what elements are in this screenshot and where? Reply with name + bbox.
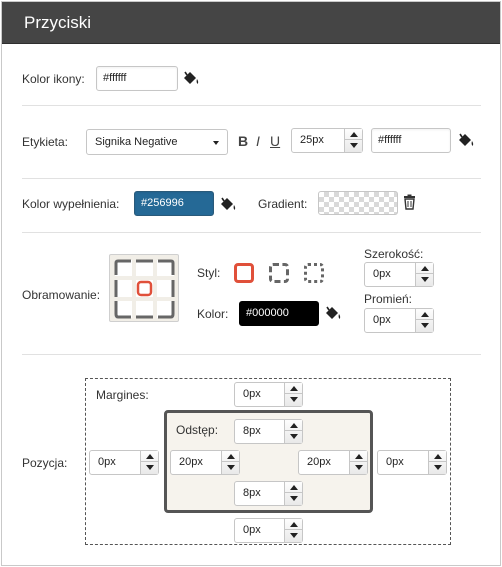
border-radius-value: 0px bbox=[373, 314, 391, 326]
spin-down-icon[interactable] bbox=[285, 493, 302, 504]
padding-left-spinner[interactable] bbox=[170, 450, 240, 475]
paint-bucket-icon[interactable] bbox=[218, 195, 238, 213]
margin-right-value: 0px bbox=[386, 456, 404, 468]
border-style-label: Styl: bbox=[197, 266, 221, 280]
margin-right-spinner[interactable] bbox=[377, 450, 447, 475]
italic-button[interactable]: I bbox=[256, 133, 260, 149]
bold-button[interactable]: B bbox=[238, 133, 249, 149]
border-color-input[interactable]: #000000 bbox=[239, 301, 319, 326]
font-select-value: Signika Negative bbox=[95, 136, 178, 148]
padding-label: Odstęp: bbox=[176, 423, 219, 437]
font-select[interactable] bbox=[86, 129, 228, 155]
spin-down-icon[interactable] bbox=[429, 462, 446, 473]
gradient-label: Gradient: bbox=[258, 197, 308, 211]
spin-down-icon[interactable] bbox=[285, 431, 302, 442]
spin-down-icon[interactable] bbox=[222, 462, 239, 473]
spin-up-icon[interactable] bbox=[222, 451, 239, 462]
dropdown-caret-icon bbox=[213, 141, 219, 145]
margin-bottom-spinner[interactable] bbox=[234, 518, 303, 543]
border-width-label: Szerokość: bbox=[364, 247, 424, 261]
spin-up-icon[interactable] bbox=[416, 263, 433, 274]
spin-down-icon[interactable] bbox=[416, 274, 433, 285]
paint-bucket-icon[interactable] bbox=[323, 304, 343, 322]
margin-top-spinner[interactable] bbox=[234, 382, 303, 407]
underline-button[interactable]: U bbox=[270, 133, 281, 149]
padding-left-value: 20px bbox=[179, 456, 203, 468]
padding-bottom-value: 8px bbox=[243, 487, 261, 499]
border-style-solid[interactable] bbox=[234, 263, 254, 283]
font-size-spinner[interactable] bbox=[291, 128, 363, 153]
spin-down-icon[interactable] bbox=[285, 394, 302, 405]
border-radius-label: Promień: bbox=[364, 292, 413, 306]
divider bbox=[22, 178, 481, 179]
padding-top-value: 8px bbox=[243, 425, 261, 437]
margin-left-spinner[interactable] bbox=[89, 450, 159, 475]
spin-up-icon[interactable] bbox=[350, 451, 367, 462]
spin-up-icon[interactable] bbox=[416, 309, 433, 320]
paint-bucket-icon[interactable] bbox=[456, 131, 476, 149]
margin-left-value: 0px bbox=[98, 456, 116, 468]
border-radius-spinner[interactable] bbox=[364, 308, 434, 333]
padding-right-spinner[interactable] bbox=[298, 450, 368, 475]
spin-up-icon[interactable] bbox=[285, 420, 302, 431]
icon-color-input[interactable]: #ffffff bbox=[96, 66, 178, 91]
label-label: Etykieta: bbox=[22, 135, 69, 149]
border-width-value: 0px bbox=[373, 268, 391, 280]
border-side-selector[interactable] bbox=[109, 254, 179, 322]
spin-down-icon[interactable] bbox=[416, 320, 433, 331]
border-style-dashed[interactable] bbox=[269, 263, 289, 283]
label-color-input[interactable]: #ffffff bbox=[371, 128, 451, 153]
spin-up-icon[interactable] bbox=[285, 519, 302, 530]
trash-icon[interactable] bbox=[403, 194, 416, 210]
spin-up-icon[interactable] bbox=[345, 129, 362, 140]
margin-label: Margines: bbox=[96, 388, 149, 402]
paint-bucket-icon[interactable] bbox=[181, 69, 201, 87]
panel-title: Przyciski bbox=[2, 2, 500, 44]
position-label: Pozycja: bbox=[22, 456, 68, 470]
spin-down-icon[interactable] bbox=[141, 462, 158, 473]
buttons-panel bbox=[1, 1, 501, 566]
spin-up-icon[interactable] bbox=[429, 451, 446, 462]
divider bbox=[22, 232, 481, 233]
fill-color-label: Kolor wypełnienia: bbox=[22, 197, 120, 211]
spin-down-icon[interactable] bbox=[345, 140, 362, 151]
padding-right-value: 20px bbox=[307, 456, 331, 468]
margin-top-value: 0px bbox=[243, 388, 261, 400]
margin-bottom-value: 0px bbox=[243, 524, 261, 536]
border-label: Obramowanie: bbox=[22, 288, 101, 302]
border-color-label: Kolor: bbox=[197, 307, 229, 321]
spin-up-icon[interactable] bbox=[285, 482, 302, 493]
spin-down-icon[interactable] bbox=[285, 530, 302, 541]
icon-color-label: Kolor ikony: bbox=[22, 72, 85, 86]
padding-bottom-spinner[interactable] bbox=[234, 481, 303, 506]
spin-up-icon[interactable] bbox=[285, 383, 302, 394]
spin-up-icon[interactable] bbox=[141, 451, 158, 462]
border-sides-grid[interactable] bbox=[110, 255, 180, 323]
border-style-dotted[interactable] bbox=[304, 263, 324, 283]
spin-down-icon[interactable] bbox=[350, 462, 367, 473]
fill-color-input[interactable]: #256996 bbox=[134, 191, 214, 216]
padding-top-spinner[interactable] bbox=[234, 419, 303, 444]
divider bbox=[22, 354, 481, 355]
border-width-spinner[interactable] bbox=[364, 262, 434, 287]
gradient-swatch[interactable] bbox=[318, 191, 398, 215]
font-size-value: 25px bbox=[300, 134, 324, 146]
divider bbox=[22, 105, 481, 106]
